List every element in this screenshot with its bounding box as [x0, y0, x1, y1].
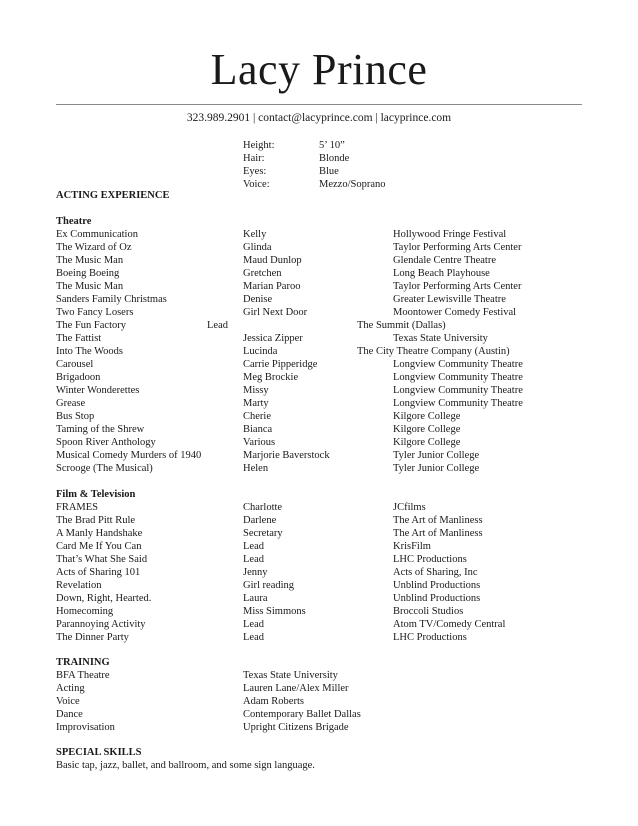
credit-role: Secretary — [243, 528, 283, 539]
credit-venue: Kilgore College — [393, 424, 461, 435]
credit-venue: Taylor Performing Arts Center — [393, 281, 522, 292]
stat-row-voice — [243, 178, 385, 191]
credit-role: Helen — [243, 463, 269, 474]
credit-venue: Unblind Productions — [393, 593, 481, 604]
credit-row — [56, 566, 616, 579]
credit-title: Homecoming — [56, 606, 114, 617]
credit-title: Sanders Family Christmas — [56, 294, 167, 305]
credit-role: Lead — [243, 632, 264, 643]
credit-venue: Texas State University — [393, 333, 488, 344]
credit-row — [56, 345, 616, 358]
credit-row — [56, 592, 616, 605]
credit-title: Acts of Sharing 101 — [56, 567, 141, 578]
stat-label: Eyes: — [243, 166, 267, 177]
header-divider — [56, 104, 582, 105]
credit-row — [56, 306, 616, 319]
credit-title: Card Me If You Can — [56, 541, 142, 552]
credit-role: Carrie Pipperidge — [243, 359, 318, 370]
credit-row — [56, 241, 616, 254]
credit-role: Miss Simmons — [243, 606, 306, 617]
credit-venue: Hollywood Fringe Festival — [393, 229, 507, 240]
stat-row-eyes — [243, 165, 385, 178]
training-row — [56, 708, 616, 721]
credit-row — [56, 501, 616, 514]
credit-role: Lead — [243, 554, 264, 565]
credit-row — [56, 631, 616, 644]
credit-venue: Tyler Junior College — [393, 463, 480, 474]
credit-title: Bus Stop — [56, 411, 95, 422]
stat-value: Blonde — [319, 153, 350, 164]
credit-role: Marty — [243, 398, 269, 409]
training-row — [56, 695, 616, 708]
credit-title: Musical Comedy Murders of 1940 — [56, 450, 202, 461]
credit-venue: The Art of Manliness — [393, 515, 483, 526]
credit-role: Lead — [207, 320, 228, 331]
credit-row — [56, 319, 616, 332]
credit-venue: Taylor Performing Arts Center — [393, 242, 522, 253]
credit-row — [56, 332, 616, 345]
credit-venue: LHC Productions — [393, 554, 467, 565]
film-television-heading: Film & Television — [56, 489, 136, 500]
credit-venue: Unblind Productions — [393, 580, 481, 591]
training-teacher: Lauren Lane/Alex Miller — [243, 683, 349, 694]
training-subject: Dance — [56, 709, 83, 720]
training-teacher: Texas State University — [243, 670, 338, 681]
credit-title: The Music Man — [56, 255, 124, 266]
credit-venue: Kilgore College — [393, 411, 461, 422]
credit-venue: JCfilms — [393, 502, 426, 513]
credit-title: The Fun Factory — [56, 320, 126, 331]
theatre-credits — [56, 228, 616, 475]
credit-row — [56, 293, 616, 306]
credit-venue: Glendale Centre Theatre — [393, 255, 497, 266]
special-skills-heading: SPECIAL SKILLS — [56, 747, 142, 758]
resume-name: Lacy Prince — [210, 45, 428, 94]
credit-role: Laura — [243, 593, 268, 604]
credit-role: Lead — [243, 541, 264, 552]
theatre-heading: Theatre — [56, 216, 92, 227]
credit-row — [56, 605, 616, 618]
credit-venue: The City Theatre Company (Austin) — [357, 346, 510, 357]
credit-role: Marjorie Baverstock — [243, 450, 330, 461]
training-heading: TRAINING — [56, 657, 110, 668]
training-row — [56, 682, 616, 695]
training-teacher: Upright Citizens Brigade — [243, 722, 349, 733]
stat-label: Height: — [243, 140, 275, 151]
credit-title: FRAMES — [56, 502, 99, 513]
credit-title: The Fattist — [56, 333, 102, 344]
training-subject: Improvisation — [56, 722, 115, 733]
credit-role: Denise — [243, 294, 273, 305]
stat-value: Blue — [319, 166, 339, 177]
credit-role: Girl Next Door — [243, 307, 308, 318]
credit-venue: Long Beach Playhouse — [393, 268, 490, 279]
credit-title: Revelation — [56, 580, 102, 591]
credit-row — [56, 358, 616, 371]
credit-title: Two Fancy Losers — [56, 307, 134, 318]
special-skills-text: Basic tap, jazz, ballet, and ballroom, and some sign language. — [56, 760, 315, 771]
credit-row — [56, 436, 616, 449]
credit-venue: Tyler Junior College — [393, 450, 480, 461]
training-subject: Voice — [56, 696, 80, 707]
credit-role: Jenny — [243, 567, 268, 578]
credit-title: Scrooge (The Musical) — [56, 463, 153, 474]
credit-row — [56, 254, 616, 267]
credit-row — [56, 514, 616, 527]
stat-value: 5’ 10” — [319, 140, 345, 151]
acting-experience-heading: ACTING EXPERIENCE — [56, 190, 170, 201]
credit-role: Lucinda — [243, 346, 278, 357]
contact-line: 323.989.2901 | contact@lacyprince.com | lacyprince.com — [186, 112, 452, 124]
credit-venue: Longview Community Theatre — [393, 398, 523, 409]
credit-title: Boeing Boeing — [56, 268, 120, 279]
credit-row — [56, 423, 616, 436]
credit-venue: Broccoli Studios — [393, 606, 464, 617]
credit-row — [56, 384, 616, 397]
credit-title: A Manly Handshake — [56, 528, 143, 539]
credit-venue: The Summit (Dallas) — [357, 320, 446, 331]
credit-title: Down, Right, Hearted. — [56, 593, 152, 604]
credit-venue: Longview Community Theatre — [393, 372, 523, 383]
credit-role: Girl reading — [243, 580, 295, 591]
credit-venue: The Art of Manliness — [393, 528, 483, 539]
credit-role: Jessica Zipper — [243, 333, 303, 344]
credit-role: Gretchen — [243, 268, 282, 279]
credit-row — [56, 410, 616, 423]
credit-title: Parannoying Activity — [56, 619, 146, 630]
training-subject: Acting — [56, 683, 85, 694]
stat-label: Hair: — [243, 153, 265, 164]
training-row — [56, 669, 616, 682]
credit-venue: Longview Community Theatre — [393, 359, 523, 370]
credit-title: Grease — [56, 398, 86, 409]
credit-role: Charlotte — [243, 502, 283, 513]
credit-title: Into The Woods — [56, 346, 124, 357]
training-subject: BFA Theatre — [56, 670, 110, 681]
stat-label: Voice: — [243, 179, 270, 190]
credit-row — [56, 462, 616, 475]
credit-role: Lead — [243, 619, 264, 630]
credit-venue: Greater Lewisville Theatre — [393, 294, 506, 305]
credit-venue: Moontower Comedy Festival — [393, 307, 517, 318]
credit-title: The Brad Pitt Rule — [56, 515, 136, 526]
credit-title: Brigadoon — [56, 372, 101, 383]
training-teacher: Adam Roberts — [243, 696, 304, 707]
credit-role: Glinda — [243, 242, 272, 253]
credit-title: The Music Man — [56, 281, 124, 292]
credit-venue: KrisFilm — [393, 541, 431, 552]
credit-row — [56, 228, 616, 241]
credit-title: Winter Wonderettes — [56, 385, 140, 396]
film-credits — [56, 501, 616, 644]
credit-role: Maud Dunlop — [243, 255, 302, 266]
credit-venue: LHC Productions — [393, 632, 467, 643]
credit-title: Ex Communication — [56, 229, 138, 240]
training-teacher: Contemporary Ballet Dallas — [243, 709, 361, 720]
credit-role: Missy — [243, 385, 269, 396]
credit-title: Carousel — [56, 359, 94, 370]
credit-role: Marian Paroo — [243, 281, 301, 292]
credit-venue: Acts of Sharing, Inc — [393, 567, 478, 578]
physical-stats — [243, 139, 385, 191]
credit-venue: Kilgore College — [393, 437, 461, 448]
credit-venue: Atom TV/Comedy Central — [393, 619, 506, 630]
credit-title: That’s What She Said — [56, 554, 148, 565]
training-row — [56, 721, 616, 734]
training-list — [56, 669, 616, 734]
credit-title: Taming of the Shrew — [56, 424, 145, 435]
credit-row — [56, 618, 616, 631]
credit-role: Kelly — [243, 229, 267, 240]
credit-venue: Longview Community Theatre — [393, 385, 523, 396]
stat-value: Mezzo/Soprano — [319, 179, 386, 190]
stat-row-height — [243, 139, 385, 152]
credit-row — [56, 371, 616, 384]
credit-row — [56, 397, 616, 410]
credit-row — [56, 527, 616, 540]
credit-role: Darlene — [243, 515, 277, 526]
credit-title: The Dinner Party — [56, 632, 129, 643]
credit-row — [56, 449, 616, 462]
credit-row — [56, 267, 616, 280]
credit-row — [56, 579, 616, 592]
credit-row — [56, 540, 616, 553]
credit-role: Bianca — [243, 424, 273, 435]
credit-title: The Wizard of Oz — [56, 242, 132, 253]
credit-row — [56, 553, 616, 566]
credit-role: Cherie — [243, 411, 271, 422]
credit-title: Spoon River Anthology — [56, 437, 156, 448]
stat-row-hair — [243, 152, 385, 165]
credit-row — [56, 280, 616, 293]
credit-role: Meg Brockie — [243, 372, 299, 383]
credit-role: Various — [243, 437, 276, 448]
